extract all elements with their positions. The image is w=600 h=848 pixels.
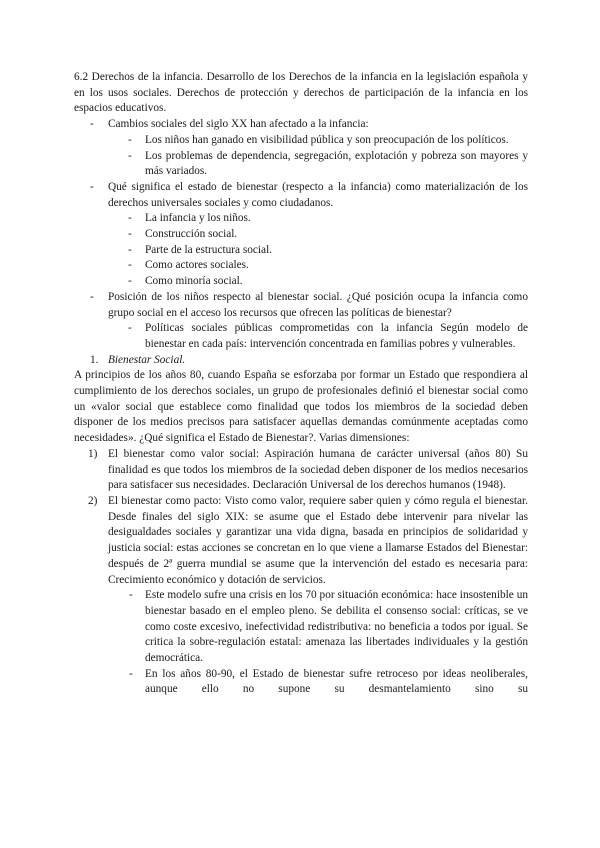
list-item <box>74 117 528 180</box>
sub-item-text: Parte de la estructura social. <box>145 243 273 256</box>
sub-item-text: La infancia y los niños. <box>145 212 251 225</box>
dash-marker: - <box>128 322 132 335</box>
sub-item-text: Políticas sociales públicas comprometidas con la infancia Según modelo de bienestar en cada país: intervención concentrada en familias pobres y vulnerables. <box>145 322 528 350</box>
dash-marker: - <box>128 149 132 162</box>
sub-list-item <box>74 274 528 290</box>
dimension-list <box>74 447 528 698</box>
dash-marker: - <box>128 212 132 225</box>
sub-item-text: Los niños han ganado en visibilidad pública y son preocupación de los políticos. <box>145 133 509 146</box>
section-number: 1. <box>90 353 99 366</box>
sub-list <box>108 133 528 180</box>
sub-list <box>108 321 528 352</box>
section-heading <box>74 353 528 369</box>
topic-list <box>74 117 528 353</box>
sub-list-item <box>74 133 528 149</box>
section-intro: 6.2 Derechos de la infancia. Desarrollo de los Derechos de la infancia en la legislación española y en los usos sociales. Derechos de protección y derechos de participación de la infancia en los espacios educativos. <box>74 71 528 115</box>
numbered-item <box>74 494 528 698</box>
list-item <box>74 180 528 290</box>
sub-list-item <box>74 211 528 227</box>
document-page <box>74 70 528 698</box>
dash-marker: - <box>128 259 132 272</box>
sub-item-text: Construcción social. <box>145 228 238 241</box>
sub-list-item <box>108 667 528 698</box>
dash-marker: - <box>128 243 132 256</box>
sub-list-item <box>108 588 528 667</box>
sub-item-text: En los años 80-90, el Estado de bienestar sufre retroceso por ideas neoliberales, aunque ello no supone su desmantelamiento sino su <box>145 667 528 696</box>
list-item <box>74 290 528 353</box>
numbered-item-text: El bienestar como valor social: Aspiración humana de carácter universal (años 80) Su finalidad es que todos los miembros de la sociedad deben disponer de los medios necesarios para satisfacer sus necesidades. Declaración Universal de los derechos humanos (1948). <box>108 447 528 492</box>
numbered-item <box>74 447 528 494</box>
sub-list-item <box>74 321 528 352</box>
dash-marker: - <box>129 667 133 680</box>
section-title: Bienestar Social. <box>108 353 186 366</box>
sub-item-text: Los problemas de dependencia, segregación, explotación y pobreza son mayores y más variados. <box>145 149 528 178</box>
dash-marker: - <box>90 118 94 131</box>
number-marker: 2) <box>88 494 98 507</box>
list-item-text: Cambios sociales del siglo XX han afectado a la infancia: <box>108 118 369 131</box>
numbered-item-text: El bienestar como pacto: Visto como valor, requiere saber quien y cómo regula el bienestar. Desde finales del siglo XIX: se asume que el Estado debe intervenir para nivelar las desigualdades sociales y garantizar una vida digna, basada en principios de solidaridad y justicia social: estas acciones se concretan en lo que viene a llamarse Estados del Bienestar: después de 2ª guerra mundial se asume que la intervención del estado es necesaria para: Crecimiento económico y dotación de servicios. <box>108 494 528 586</box>
list-item-text: Qué significa el estado de bienestar (respecto a la infancia) como materialización de los derechos universales sociales y como ciudadanos. <box>108 180 528 209</box>
dash-marker: - <box>128 228 132 241</box>
sub-list <box>108 211 528 290</box>
sub-item-text: Este modelo sufre una crisis en los 70 por situación económica: hace insostenible un bienestar basado en el empleo pleno. Se debilita el consenso social: críticas, se ve como coste excesivo, inefectividad redistributiva: no beneficia a todos por igual. Se critica la sobre-regulación estatal: amenaza las libertades individuales y la gestión democrática. <box>145 589 528 665</box>
sub-list-item <box>74 243 528 259</box>
sub-list <box>108 588 528 698</box>
number-marker: 1) <box>88 447 98 460</box>
sub-item-text: Como actores sociales. <box>145 259 249 272</box>
dash-marker: - <box>128 133 132 146</box>
sub-list-item <box>74 258 528 274</box>
sub-list-item <box>74 227 528 243</box>
sub-item-text: Como minoría social. <box>145 275 243 288</box>
dash-marker: - <box>90 290 94 303</box>
dash-marker: - <box>129 589 133 602</box>
body-paragraph: A principios de los años 80, cuando España se esforzaba por formar un Estado que respondiera al cumplimiento de los derechos sociales, un grupo de profesionales definió el bienestar social como un «valor social que establece como finalidad que todos los miembros de la sociedad deben disponer de los medios precisos para satisfacer aquellas demandas comúnmente aceptadas como necesidades». ¿Qué significa el Estado de Bienestar?. Varias dimensiones: <box>74 369 528 445</box>
list-item-text: Posición de los niños respecto al bienestar social. ¿Qué posición ocupa la infancia como grupo social en el acceso los recursos que ofrecen las políticas de bienestar? <box>108 290 528 319</box>
dash-marker: - <box>90 180 94 193</box>
sub-list-item <box>74 149 528 180</box>
dash-marker: - <box>128 275 132 288</box>
